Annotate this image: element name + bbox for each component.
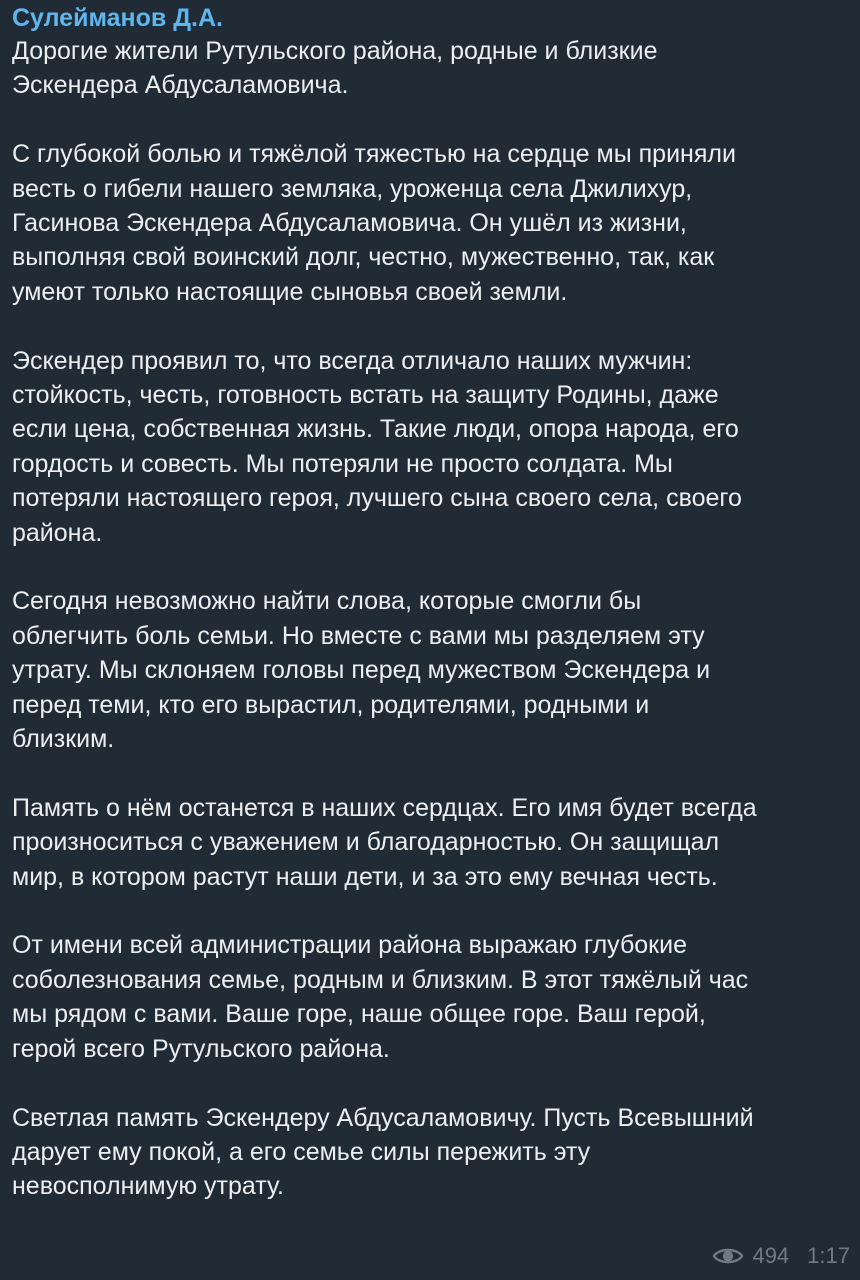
message-paragraph: Сегодня невозможно найти слова, которые смогли бы облегчить боль семьи. Но вместе с вами мы разделяем эту утрату. Мы склоняем головы перед мужеством Эскендера и перед теми, кто его вырастил, родителями, родными и близким. <box>12 587 711 754</box>
sender-name[interactable]: Сулейманов Д.А. <box>12 4 223 32</box>
message-paragraph: Память о нём останется в наших сердцах. Его имя будет всегда произноситься с уважением и благодарностью. Он защищал мир, в котором растут наши дети, и за это ему вечная честь. <box>12 793 757 891</box>
message-paragraph: От имени всей администрации района выражаю глубокие соболезнования семье, родным и близким. В этот тяжёлый час мы рядом с вами. Ваше горе, наше общее горе. Ваш герой, герой всего Рутульского района. <box>12 931 749 1063</box>
message-paragraph: Дорогие жители Рутульского района, родные и близкие Эскендера Абдусаламовича. <box>12 37 658 100</box>
view-count: 494 <box>752 1243 790 1268</box>
eye-icon <box>712 1245 744 1267</box>
message-meta <box>712 1241 850 1271</box>
message-time: 1:17 <box>807 1243 850 1268</box>
message-paragraph: Эскендер проявил то, что всегда отличало наших мужчин: стойкость, честь, готовность встать на защиту Родины, даже если цена, собственная жизнь. Такие люди, опора народа, его гордость и совесть. Мы потеряли не просто солдата. Мы потеряли настоящего героя, лучшего сына своего села, своего района. <box>12 346 742 547</box>
message-paragraph: Светлая память Эскендеру Абдусаламовичу. Пусть Всевышний дарует ему покой, а его семье силы пережить эту невосполнимую утрату. <box>12 1103 754 1201</box>
message-paragraph: С глубокой болью и тяжёлой тяжестью на сердце мы приняли весть о гибели нашего земляка, уроженца села Джилихур, Гасинова Эскендера Абдусаламовича. Он ушёл из жизни, выполняя свой воинский долг, честно, мужественно, так, как умеют только настоящие сыновья своей земли. <box>12 140 736 306</box>
message-text <box>12 34 852 1204</box>
